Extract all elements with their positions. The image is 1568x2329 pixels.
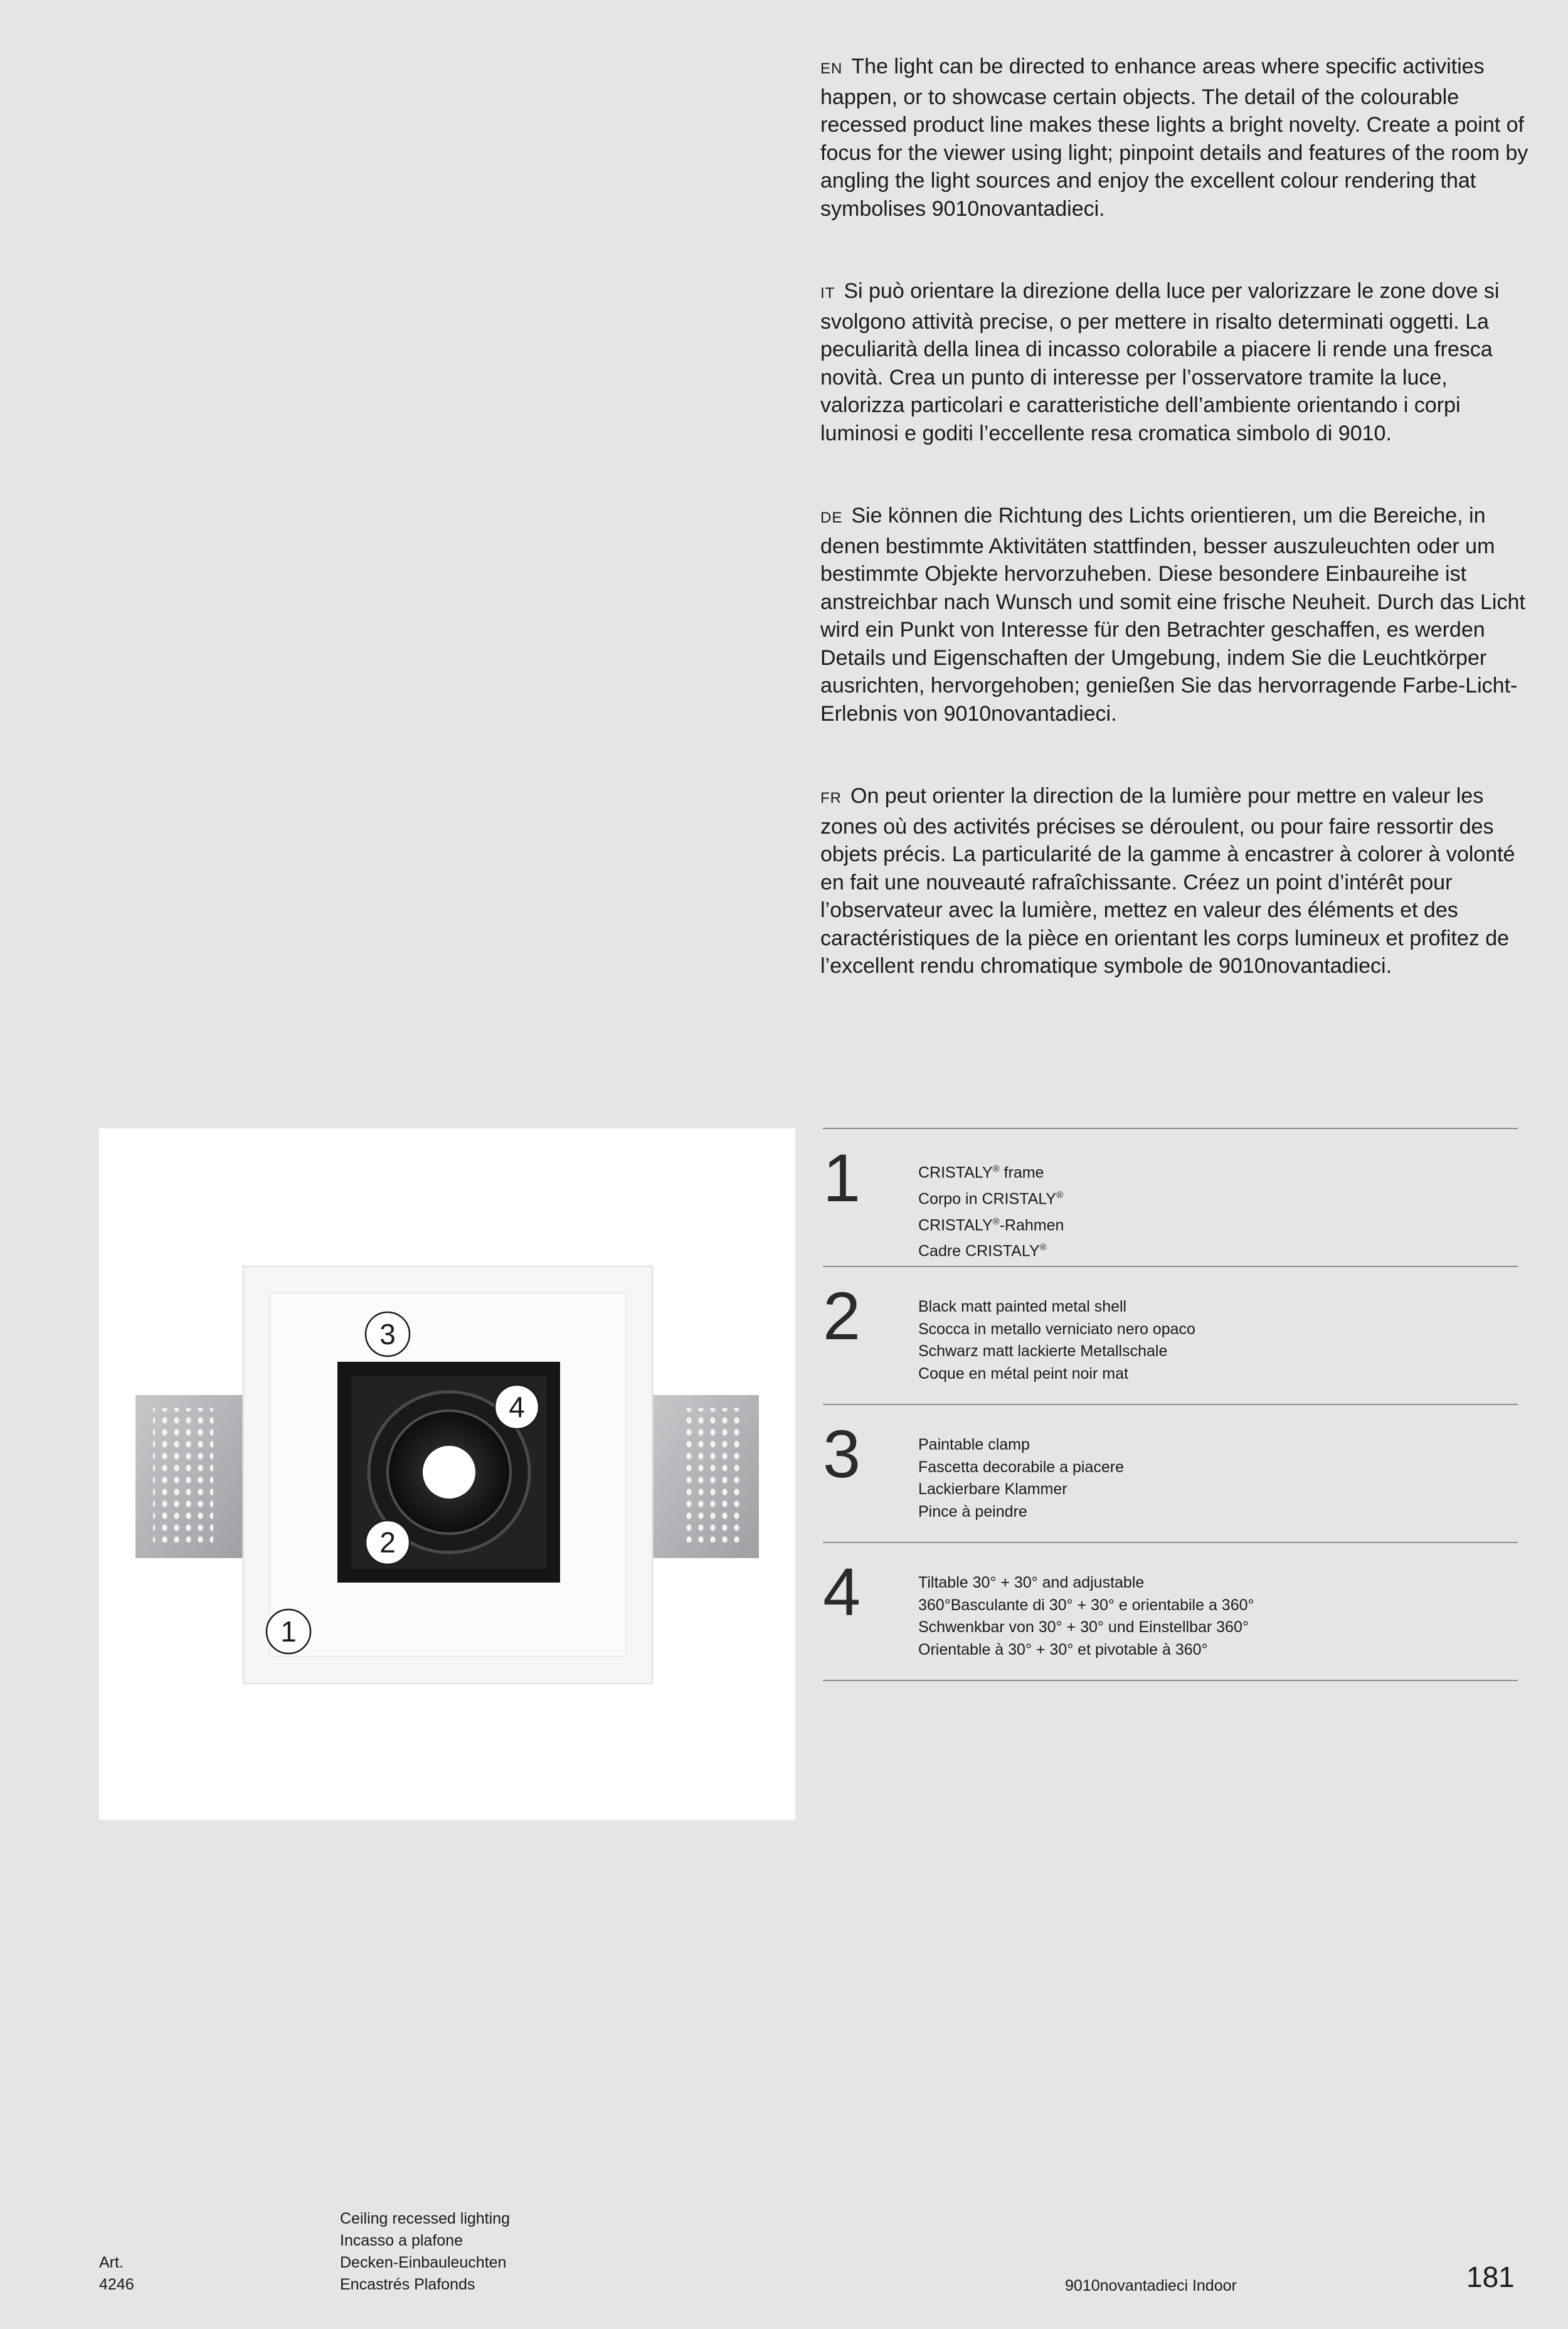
legend-number: 3	[823, 1416, 861, 1492]
product-photo	[99, 1128, 795, 1820]
intro-text	[820, 53, 1535, 1035]
callout-4-label: 4	[509, 1391, 525, 1423]
paragraph-de	[820, 502, 1535, 728]
callout-2-label: 2	[379, 1526, 396, 1559]
category-block	[340, 2208, 510, 2296]
category-line: Decken-Einbauleuchten	[340, 2254, 507, 2271]
article-block	[99, 2252, 134, 2296]
legend-line: CRISTALY® frame	[918, 1164, 1044, 1182]
article-number: 4246	[99, 2276, 134, 2293]
category-line: Ceiling recessed lighting	[340, 2210, 510, 2227]
legend-line: Paintable clamp	[918, 1436, 1030, 1453]
paragraph-de-text: Sie können die Richtung des Lichts orientieren, um die Bereiche, in denen bestimmte Aktivitäten stattfinden, besser auszuleuchten oder um bestimmte Objekte hervorzuheben. Diese besondere Einbaureihe ist anstreichbar nach Wunsch und somit eine frische Neuheit. Durch das Licht wird ein Punkt von Interesse für den Betrachter geschaffen, es werden Details und Eigenschaften der Umgebung, indem Sie die Leuchtkörper ausrichten, hervorgehoben; genießen Sie das hervorragende Farbe-Licht-Erlebnis von 9010novantadieci.	[820, 504, 1525, 726]
lang-code-en: EN	[820, 60, 843, 77]
legend-item-1	[823, 1129, 1518, 1267]
legend-line: Cadre CRISTALY®	[918, 1242, 1047, 1260]
lang-code-fr: FR	[820, 790, 842, 807]
category-line: Incasso a plafone	[340, 2232, 463, 2249]
legend-line: CRISTALY®-Rahmen	[918, 1216, 1064, 1234]
legend-line: Fascetta decorabile a piacere	[918, 1458, 1124, 1476]
legend-item-2	[823, 1267, 1518, 1405]
category-line: Encastrés Plafonds	[340, 2276, 475, 2293]
page-number: 181	[1466, 2261, 1515, 2293]
legend-line: Black matt painted metal shell	[918, 1298, 1127, 1315]
legend-description	[918, 1296, 1195, 1385]
paragraph-fr-text: On peut orienter la direction de la lumière pour mettre en valeur les zones où des activités précises se déroulent, ou pour faire ressortir des objets précis. La particularité de la gamme à encastrer à colorer à volonté en fait une nouveauté rafraîchissante. Créez un point d’intérêt pour l’observateur avec la lumière, mettez en valeur des éléments et des caractéristiques de la pièce en orientant les corps lumineux et profitez de l’excellent rendu chromatique symbole de 9010novantadieci.	[820, 784, 1515, 978]
callout-1-label: 1	[280, 1615, 297, 1648]
legend-description	[918, 1572, 1254, 1661]
callout-3-label: 3	[379, 1318, 396, 1350]
lang-code-de: DE	[820, 509, 843, 526]
legend-number: 4	[823, 1554, 861, 1630]
legend-description	[918, 1434, 1124, 1523]
paragraph-fr	[820, 782, 1535, 980]
paragraph-it	[820, 277, 1535, 447]
legend-line: 360°Basculante di 30° + 30° e orientabile a 360°	[918, 1596, 1254, 1614]
paragraph-it-text: Si può orientare la direzione della luce per valorizzare le zone dove si svolgono attività precise, o per mettere in risalto determinati oggetti. La peculiarità della linea di incasso colorabile a piacere li rende una fresca novità. Crea un punto di interesse per l’osservatore tramite la luce, valorizza particolari e caratteristiche dell’ambiente orientando i corpi luminosi e goditi l’eccellente resa cromatica simbolo di 9010.	[820, 279, 1500, 445]
legend-line: Schwenkbar von 30° + 30° und Einstellbar 360°	[918, 1618, 1249, 1636]
legend-line: Schwarz matt lackierte Metallschale	[918, 1342, 1168, 1360]
legend-number: 1	[823, 1140, 861, 1216]
legend-description	[918, 1158, 1064, 1263]
lang-code-it: IT	[820, 285, 835, 302]
recessed-light-illustration	[99, 1128, 795, 1820]
legend-line: Coque en métal peint noir mat	[918, 1364, 1128, 1382]
legend-number: 2	[823, 1278, 861, 1354]
legend-line: Orientable à 30° + 30° et pivotable à 360°	[918, 1640, 1208, 1658]
paragraph-en	[820, 53, 1535, 223]
brand-label: 9010novantadieci Indoor	[1065, 2277, 1237, 2295]
legend-line: Scocca in metallo verniciato nero opaco	[918, 1320, 1195, 1338]
legend-line: Lackierbare Klammer	[918, 1480, 1067, 1498]
legend-item-4	[823, 1543, 1518, 1681]
lens-opening	[423, 1446, 475, 1499]
paragraph-en-text: The light can be directed to enhance areas where specific activities happen, or to showcase certain objects. The detail of the colourable recessed product line makes these lights a bright novelty. Create a point of focus for the viewer using light; pinpoint details and features of the room by angling the light sources and enjoy the excellent colour rendering that symbolises 9010novantadieci.	[820, 55, 1528, 221]
legend-line: Tiltable 30° + 30° and adjustable	[918, 1574, 1145, 1591]
legend-line: Corpo in CRISTALY®	[918, 1189, 1064, 1208]
right-plate-holes	[681, 1408, 741, 1542]
legend-line: Pince à peindre	[918, 1502, 1027, 1520]
component-legend	[823, 1128, 1518, 1681]
article-label: Art.	[99, 2254, 124, 2271]
left-plate-holes	[153, 1408, 213, 1542]
legend-item-3	[823, 1405, 1518, 1543]
